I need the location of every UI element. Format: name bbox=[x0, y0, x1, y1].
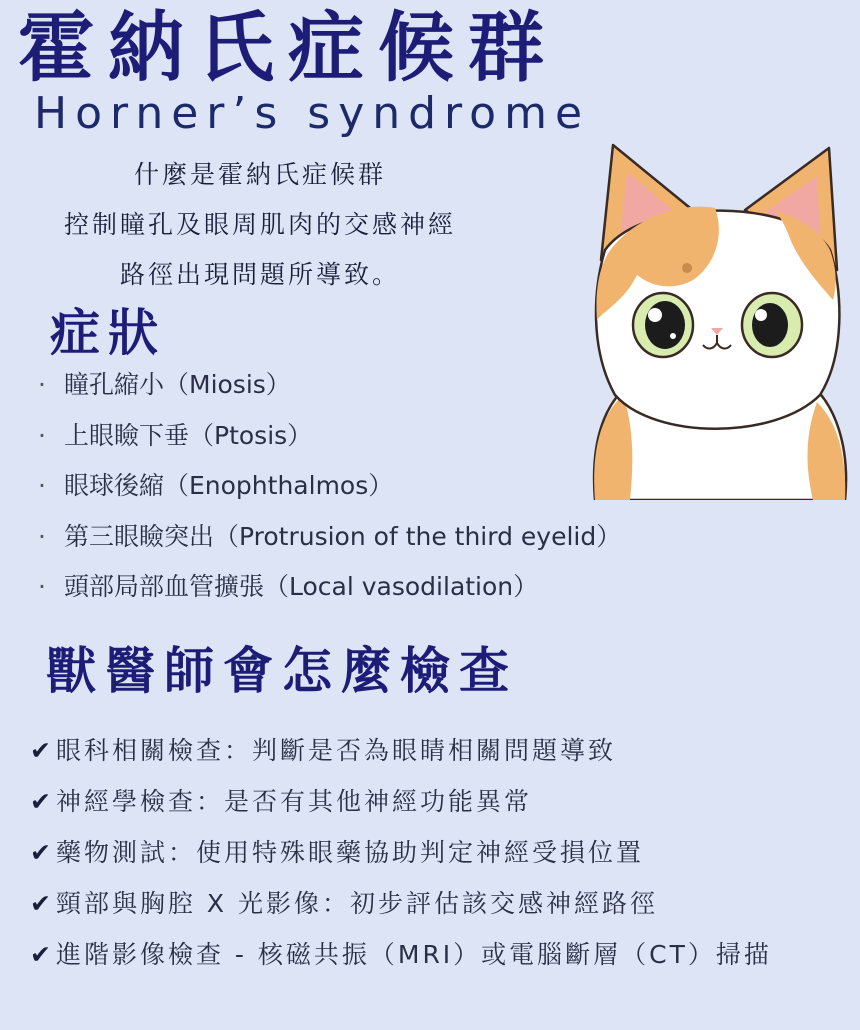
checkmark-icon: ✔ bbox=[30, 838, 54, 867]
page-subtitle-english: Horner’s syndrome bbox=[34, 88, 591, 139]
symptom-item: · 頭部局部血管擴張（Local vasodilation） bbox=[38, 562, 621, 613]
checkmark-icon: ✔ bbox=[30, 787, 54, 816]
exam-item: ✔藥物測試：使用特殊眼藥協助判定神經受損位置 bbox=[30, 838, 644, 867]
definition-line: 路徑出現問題所導致。 bbox=[119, 260, 400, 289]
bullet-icon: · bbox=[38, 420, 46, 450]
bullet-icon: · bbox=[38, 370, 46, 399]
checkmark-icon: ✔ bbox=[30, 736, 54, 765]
symptoms-heading: 症狀 bbox=[50, 304, 166, 362]
page-title: 霍納氏症候群 bbox=[18, 3, 558, 92]
symptom-item: · 上眼瞼下垂（Ptosis） bbox=[38, 411, 621, 462]
exam-item: ✔進階影像檢查 - 核磁共振（MRI）或電腦斷層（CT）掃描 bbox=[30, 940, 772, 969]
definition-block bbox=[0, 150, 520, 300]
vet-exam-list bbox=[30, 725, 845, 980]
exam-item: ✔眼科相關檢查：判斷是否為眼睛相關問題導致 bbox=[30, 736, 616, 765]
symptom-item: · 瞳孔縮小（Miosis） bbox=[38, 360, 621, 411]
exam-item: ✔頸部與胸腔 X 光影像：初步評估該交感神經路徑 bbox=[30, 889, 658, 918]
definition-line: 什麼是霍納氏症候群 bbox=[133, 160, 386, 189]
symptom-item: · 第三眼瞼突出（Protrusion of the third eyelid） bbox=[38, 512, 621, 563]
symptoms-list bbox=[38, 360, 621, 613]
vet-exam-heading: 獸醫師會怎麼檢查 bbox=[46, 642, 518, 700]
definition-line: 控制瞳孔及眼周肌肉的交感神經 bbox=[63, 210, 456, 239]
bullet-icon: · bbox=[38, 521, 46, 551]
symptom-item: · 眼球後縮（Enophthalmos） bbox=[38, 461, 621, 512]
cat-illustration bbox=[575, 140, 855, 500]
checkmark-icon: ✔ bbox=[30, 889, 54, 918]
bullet-icon: · bbox=[38, 471, 46, 500]
bullet-icon: · bbox=[38, 572, 46, 601]
exam-item: ✔神經學檢查：是否有其他神經功能異常 bbox=[30, 787, 532, 816]
checkmark-icon: ✔ bbox=[30, 940, 54, 969]
